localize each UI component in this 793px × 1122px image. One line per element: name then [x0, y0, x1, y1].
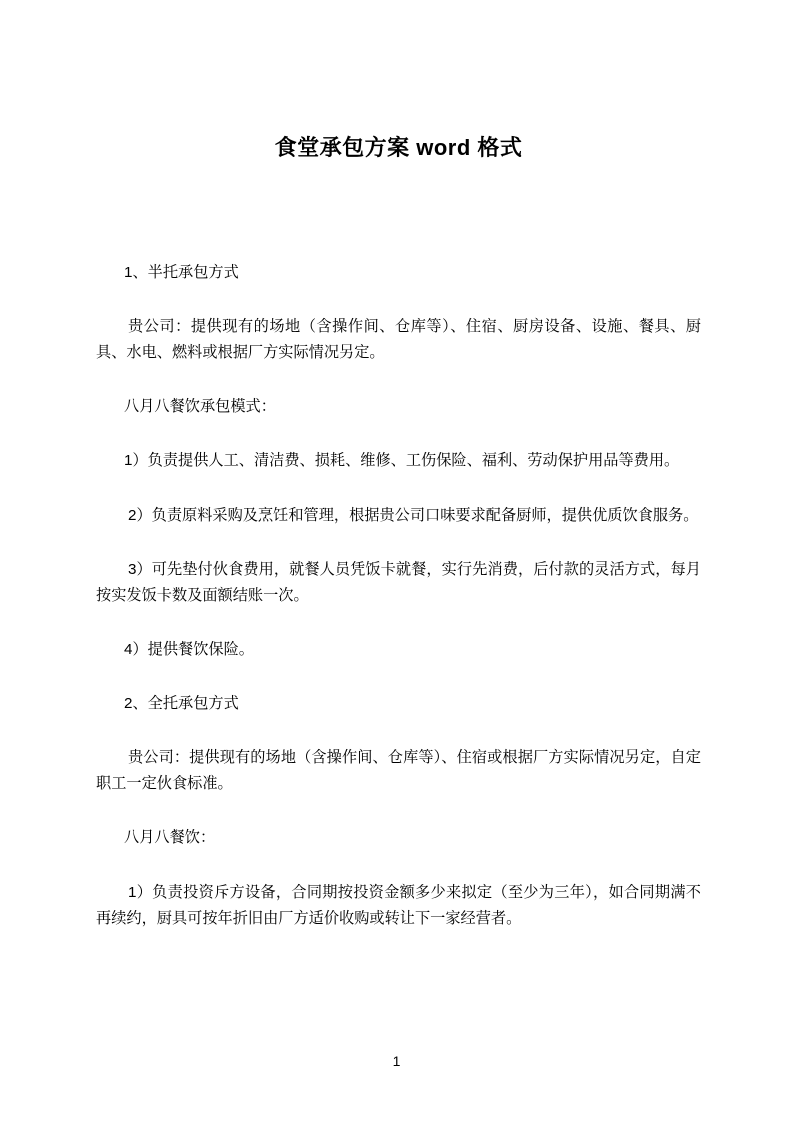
- paragraph-10: 八月八餐饮：: [124, 829, 216, 847]
- page-number: 1: [392, 1053, 401, 1069]
- paragraph-9: 贵公司：提供现有的场地（含操作间、仓库等）、住宿或根据厂方实际情况另定，自定职工一定伙食标准。: [96, 749, 701, 793]
- paragraph-11: 1）负责投资斥方设备，合同期按投资金额多少来拟定（至少为三年），如合同期满不再续约，厨具可按年折旧由厂方适价收购或转让下一家经营者。: [96, 883, 701, 927]
- paragraph-8: 2、全托承包方式: [124, 695, 239, 713]
- paragraph-7: 4）提供餐饮保险。: [124, 640, 254, 658]
- paragraph-4: 1）负责提供人工、清洁费、损耗、维修、工伤保险、福利、劳动保护用品等费用。: [124, 452, 680, 470]
- paragraph-2: 贵公司：提供现有的场地（含操作间、仓库等）、住宿、厨房设备、设施、餐具、厨具、水电、燃料或根据厂方实际情况另定。: [96, 317, 701, 362]
- paragraph-1: 1、半托承包方式: [124, 263, 239, 281]
- document-content: [96, 0, 701, 960]
- paragraph-6: 3）可先垫付伙食费用，就餐人员凭饭卡就餐，实行先消费，后付款的灵活方式，每月按实发饭卡数及面额结账一次。: [96, 560, 701, 604]
- paragraph-3: 八月八餐饮承包模式：: [124, 398, 276, 416]
- paragraph-5: 2）负责原料采购及烹饪和管理，根据贵公司口味要求配备厨师，提供优质饮食服务。: [128, 506, 699, 524]
- document-body: [96, 260, 701, 932]
- page-title: 食堂承包方案 word 格式: [274, 135, 523, 160]
